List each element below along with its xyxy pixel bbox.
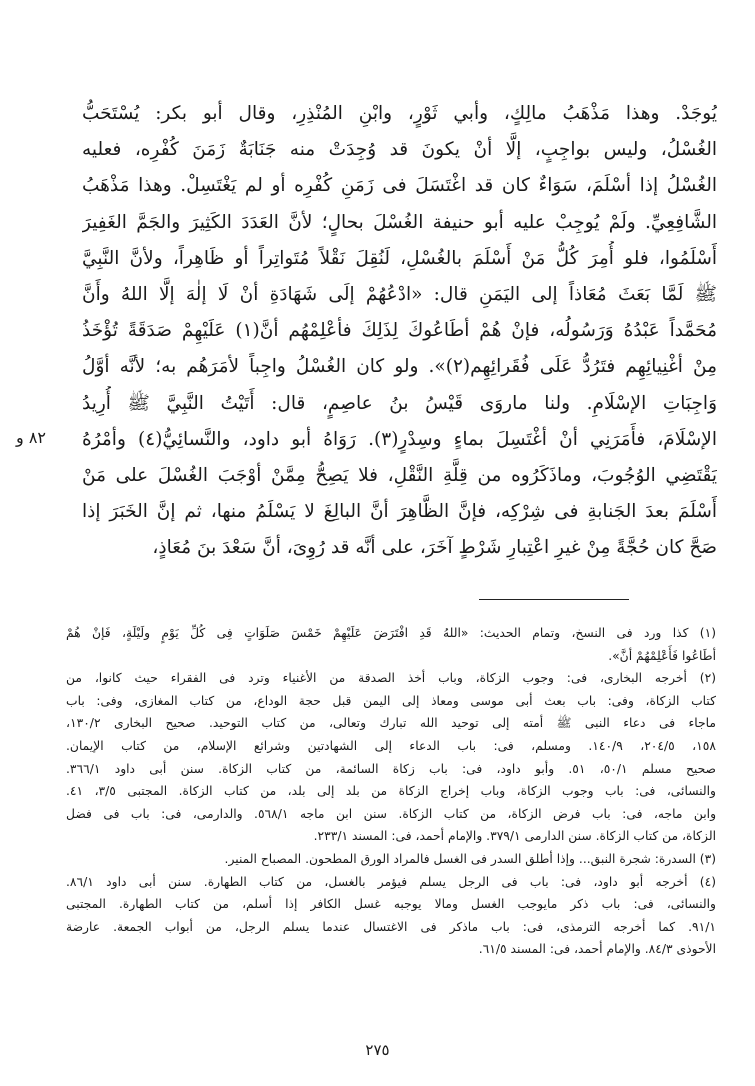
- footnote-line: صحيح مسلم ٥٠/١، ٥١. وأبو داود، فى: باب زكاة السائمة، من كتاب الزكاة. سنن أبى داود ٣٦٦/١.: [66, 761, 716, 776]
- footnote-line: (٤) أخرجه أبو داود، فى: باب فى الرجل يسلم فيؤمر بالغسل، من كتاب الطهارة. سنن أبى داود ٨٦/١.: [66, 874, 716, 889]
- main-text-line: الشَّافِعِيِّ. ولَمْ يُوجِبْ عليه أبو حنيفة الغُسْلَ بحالٍ؛ لأنَّ العَدَدَ الكَثِيرَ والجَمَّ الغَفِيرَ: [82, 211, 717, 233]
- footnote-line: (٣) السدرة: شجرة النبق... وإذا أطلق السدر فى الغسل فالمراد الورق المطحون. المصباح المنير.: [224, 851, 716, 866]
- main-text-line: أَسْلَمَ بعدَ الجَنابةِ فى شِرْكِه، فإنَّ الظَّاهِرَ أنَّ البالِغَ لا يَسْلَمُ منها، ثم إنَّ الخَبَرَ إذا: [82, 501, 717, 523]
- footnote-line: كتاب الزكاة، وفى: باب بعث أبى موسى ومعاذ إلى اليمن قبل حجة الوداع، من كتاب المغازى، وفى: باب: [66, 693, 716, 708]
- footnote-line: ٩١/١. كما أخرجه الترمذى، فى: باب ماذكر فى الاغتسال عندما يسلم الرجل، من أبواب الجمعة. عارضة: [66, 919, 716, 934]
- footnote-line: والنسائى، فى: باب وجوب الزكاة، وباب إخراج الزكاة من بلد إلى بلد، من كتاب الزكاة. المجتبى ٣/٥، ٤١.: [66, 784, 716, 799]
- main-text-line: الغُسْلُ، وليس بواجِبٍ، إلَّا أنْ يكونَ قد وُجِدَتْ منه جَنَابَةٌ زَمَنَ كُفْرِه، فعليه: [82, 139, 717, 161]
- main-text-line: صَحَّ كان حُجَّةً مِنْ غيرِ اعْتِبارِ شَرْطٍ آخَرَ، على أنَّه قد رُوِىَ، أنَّ سَعْدَ بنَ مُعَاذٍ،: [152, 537, 717, 559]
- main-text-line: وَاجِبَاتِ الإسْلَامِ. ولنا ماروَى قَيْسُ بنُ عاصِمٍ، قال: أَتَيْتُ النَّبِيَّ ﷺ أُرِيدُ: [82, 392, 717, 414]
- footnote-line: (٢) أخرجه البخارى، فى: وجوب الزكاة، وباب أخذ الصدقة من الأغنياء وترد فى الفقراء حيث كانوا، من: [66, 671, 716, 686]
- footnote-line: وابن ماجه، فى: باب فرض الزكاة، من كتاب الزكاة. سنن ابن ماجه ٥٦٨/١. والدارمى، فى: باب فى فضل: [66, 806, 716, 821]
- footnote-line: الأحوذى ٨٤/٣. والإمام أحمد، فى: المسند ٦١/٥.: [478, 942, 716, 957]
- footnote-line: والنسائى، فى: باب ذكر مايوجب الغسل ومالا يوجبه غسل الكافر إذا أسلم، من كتاب الطهارة. المجتبى: [66, 897, 716, 912]
- main-text-line: الغُسْلُ إذا أسْلَمَ، سَوَاءٌ كان قد اغْتَسَلَ فى زَمَنِ كُفْرِه أو لم يَغْتَسِلْ. وهذا مَذْهَبُ: [82, 175, 717, 197]
- main-text-line: الإسْلَامَ، فأَمَرَنِي أنْ أغْتَسِلَ بماءٍ وسِدْرٍ(٣). رَوَاهُ أبو داود، والنَّسائِيُّ(٤) وأمْرُهُ: [82, 428, 717, 450]
- main-text-line: أَسْلَمُوا، فلو أُمِرَ كُلُّ مَنْ أَسْلَمَ بالغُسْلِ، لَنُقِلَ نَقْلاً مُتَواتِراً أو ظَاهِراً، ولأنَّ النَّبِيَّ: [82, 247, 717, 269]
- page-number: ٢٧٥: [365, 1041, 390, 1059]
- main-text-body: [82, 96, 717, 567]
- footnotes: [66, 622, 716, 961]
- footnote-line: أطَاعُوا فَأَعْلِمْهُمْ أنَّ».: [608, 648, 716, 663]
- footnote-line: ماجاء فى دعاء النبى ﷺ أمته إلى توحيد الله تبارك وتعالى، من كتاب التوحيد. صحيح البخارى ١٣٠/٢،: [66, 716, 716, 731]
- footnote-line: ١٥٨، ٢٠٤/٥، ١٤٠/٩. ومسلم، فى: باب الدعاء إلى الشهادتين وشرائع الإسلام، من كتاب الإيمان.: [66, 738, 716, 753]
- footnote-line: الزكاة، من كتاب الزكاة. سنن الدارمى ٣٧٩/١. والإمام أحمد، فى: المسند ٢٣٣/١.: [313, 829, 716, 844]
- main-text-line: ﷺ لَمَّا بَعَثَ مُعَاذاً إلى اليَمَنِ قال: «ادْعُهُمْ إلَى شَهَادَةِ أنْ لَا إلٰهَ إلَّا اللهُ وأَنَّ: [82, 284, 717, 306]
- main-text-line: يَقْتَضِي الوُجُوبَ، وماذَكَرُوه من قِلَّةِ النَّقْلِ، فلا يَصِحُّ مِمَّنْ أوْجَبَ الغُسْلَ على مَنْ: [82, 465, 717, 487]
- footnote-line: (١) كذا ورد فى النسخ، وتمام الحديث: «اللهُ قَدِ افْتَرَضَ عَلَيْهِمْ خَمْسَ صَلَوَاتٍ فِى كُلِّ يَوْمٍ ولَيْلَةٍ، فَإنْ هُمْ: [66, 626, 716, 640]
- manuscript-folio-marker: ٨٢ و: [16, 428, 46, 447]
- main-text-line: مُحَمَّداً عَبْدُهُ وَرَسُولُه، فإنْ هُمْ أطَاعُوكَ لِذَلِكَ فأعْلِمْهُم أنَّ(١) عَلَيْهِمْ صَدَقَةً تُؤْخَذُ: [82, 320, 717, 342]
- main-text-line: مِنْ أغْنِيائِهِم فتَرُدُّ عَلَى فُقَرائِهِم(٢)». ولو كان الغُسْلُ واجِباً لأمَرَهُم به؛ لأنَّه أوَّلُ: [82, 356, 717, 378]
- footnote-divider: [479, 599, 629, 600]
- main-text-line: يُوجَدْ. وهذا مَذْهَبُ مالِكٍ، وأبي ثَوْرٍ، وابْنِ المُنْذِرِ، وقال أبو بكر: يُسْتَحَبُّ: [82, 103, 717, 124]
